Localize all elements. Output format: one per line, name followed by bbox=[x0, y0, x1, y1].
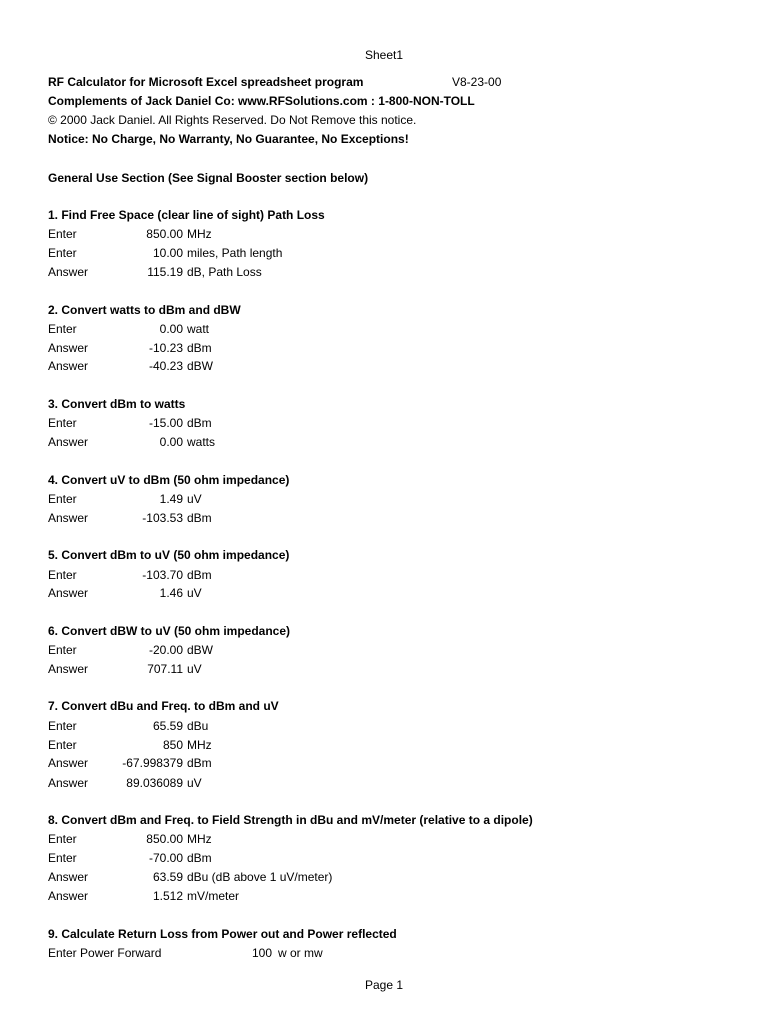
complements-line: Complements of Jack Daniel Co: www.RFSolutions.com : 1-800-NON-TOLL bbox=[48, 94, 475, 108]
row-label: Answer bbox=[48, 586, 89, 600]
row-label: Enter bbox=[48, 416, 77, 430]
section-title: 6. Convert dBW to uV (50 ohm impedance) bbox=[48, 624, 291, 638]
version-label: V8-23-00 bbox=[452, 75, 502, 89]
row-unit: dBW bbox=[187, 359, 214, 373]
section-title: 3. Convert dBm to watts bbox=[48, 397, 186, 411]
row-value: 63.59 bbox=[152, 870, 183, 884]
section-title: 9. Calculate Return Loss from Power out and Power reflected bbox=[48, 927, 397, 941]
row-value: 115.19 bbox=[147, 265, 183, 279]
row-value[interactable]: 10.00 bbox=[152, 246, 183, 260]
row-unit: uV bbox=[187, 492, 202, 506]
row-value[interactable]: -20.00 bbox=[148, 643, 183, 657]
calculator-title: RF Calculator for Microsoft Excel spreadsheet program bbox=[48, 75, 364, 89]
row-label: Enter bbox=[48, 568, 77, 582]
row-label: Answer bbox=[48, 265, 89, 279]
row-label: Enter bbox=[48, 322, 77, 336]
row-label: Enter bbox=[48, 738, 77, 752]
general-use-heading: General Use Section (See Signal Booster section below) bbox=[48, 171, 369, 185]
row-value[interactable]: -15.00 bbox=[148, 416, 183, 430]
row-unit: dB, Path Loss bbox=[187, 265, 262, 279]
row-label: Enter bbox=[48, 227, 77, 241]
row-value[interactable]: 0.00 bbox=[159, 322, 183, 336]
row-label: Answer bbox=[48, 889, 89, 903]
row-value[interactable]: 850.00 bbox=[146, 227, 183, 241]
row-unit: dBW bbox=[187, 643, 214, 657]
row-label: Answer bbox=[48, 870, 89, 884]
row-unit: uV bbox=[187, 776, 202, 790]
copyright-line: © 2000 Jack Daniel. All Rights Reserved. Do Not Remove this notice. bbox=[48, 113, 417, 127]
row-value: -10.23 bbox=[148, 341, 183, 355]
notice-line: Notice: No Charge, No Warranty, No Guarantee, No Exceptions! bbox=[48, 132, 409, 146]
section-title: 7. Convert dBu and Freq. to dBm and uV bbox=[48, 699, 279, 713]
section-title: 2. Convert watts to dBm and dBW bbox=[48, 303, 241, 317]
section-title: 8. Convert dBm and Freq. to Field Strength in dBu and mV/meter (relative to a dipole) bbox=[48, 813, 533, 827]
row-value: -103.53 bbox=[142, 511, 183, 525]
row-value: -67.998379 bbox=[122, 756, 183, 770]
row-label: Answer bbox=[48, 359, 89, 373]
sheet-header: Sheet1 bbox=[364, 48, 404, 62]
row-label: Enter bbox=[48, 492, 77, 506]
row-value[interactable]: -70.00 bbox=[148, 851, 183, 865]
section-title: 1. Find Free Space (clear line of sight) Path Loss bbox=[48, 208, 325, 222]
row-unit: mV/meter bbox=[187, 889, 240, 903]
row-unit: watts bbox=[187, 435, 216, 449]
row-unit: dBm bbox=[187, 756, 212, 770]
row-unit: dBm bbox=[187, 416, 212, 430]
row-unit: dBm bbox=[187, 341, 212, 355]
row-value[interactable]: 850.00 bbox=[146, 832, 183, 846]
row-unit: uV bbox=[187, 586, 202, 600]
row-label: Enter bbox=[48, 719, 77, 733]
row-value[interactable]: 65.59 bbox=[152, 719, 183, 733]
row-unit: MHz bbox=[187, 832, 212, 846]
power-forward-value[interactable]: 100 bbox=[251, 946, 272, 960]
row-label: Answer bbox=[48, 435, 89, 449]
row-value: 0.00 bbox=[159, 435, 183, 449]
row-unit: miles, Path length bbox=[187, 246, 283, 260]
row-unit: uV bbox=[187, 662, 202, 676]
row-value: 707.11 bbox=[147, 662, 183, 676]
row-value: 89.036089 bbox=[126, 776, 183, 790]
row-value[interactable]: -103.70 bbox=[142, 568, 183, 582]
row-unit: watt bbox=[187, 322, 210, 336]
row-unit: dBu bbox=[187, 719, 209, 733]
page-footer: Page 1 bbox=[364, 978, 404, 992]
row-label: Enter bbox=[48, 643, 77, 657]
row-unit: dBu (dB above 1 uV/meter) bbox=[187, 870, 333, 884]
row-label: Enter bbox=[48, 851, 77, 865]
row-unit: MHz bbox=[187, 738, 212, 752]
row-label: Answer bbox=[48, 756, 89, 770]
row-unit: dBm bbox=[187, 568, 212, 582]
row-label: Answer bbox=[48, 662, 89, 676]
row-label: Enter bbox=[48, 832, 77, 846]
row-label: Enter bbox=[48, 246, 77, 260]
row-label: Answer bbox=[48, 776, 89, 790]
row-value[interactable]: 1.49 bbox=[159, 492, 183, 506]
row-value: -40.23 bbox=[148, 359, 183, 373]
row-label: Answer bbox=[48, 511, 89, 525]
section-title: 5. Convert dBm to uV (50 ohm impedance) bbox=[48, 548, 290, 562]
row-value: 1.46 bbox=[159, 586, 183, 600]
row-unit: dBm bbox=[187, 851, 212, 865]
row-value[interactable]: 850 bbox=[162, 738, 183, 752]
row-label: Answer bbox=[48, 341, 89, 355]
row-value: 1.512 bbox=[152, 889, 183, 903]
section-title: 4. Convert uV to dBm (50 ohm impedance) bbox=[48, 473, 290, 487]
row-label: Enter Power Forward bbox=[48, 946, 162, 960]
row-unit: MHz bbox=[187, 227, 212, 241]
row-unit: dBm bbox=[187, 511, 212, 525]
row-unit: w or mw bbox=[278, 946, 323, 960]
